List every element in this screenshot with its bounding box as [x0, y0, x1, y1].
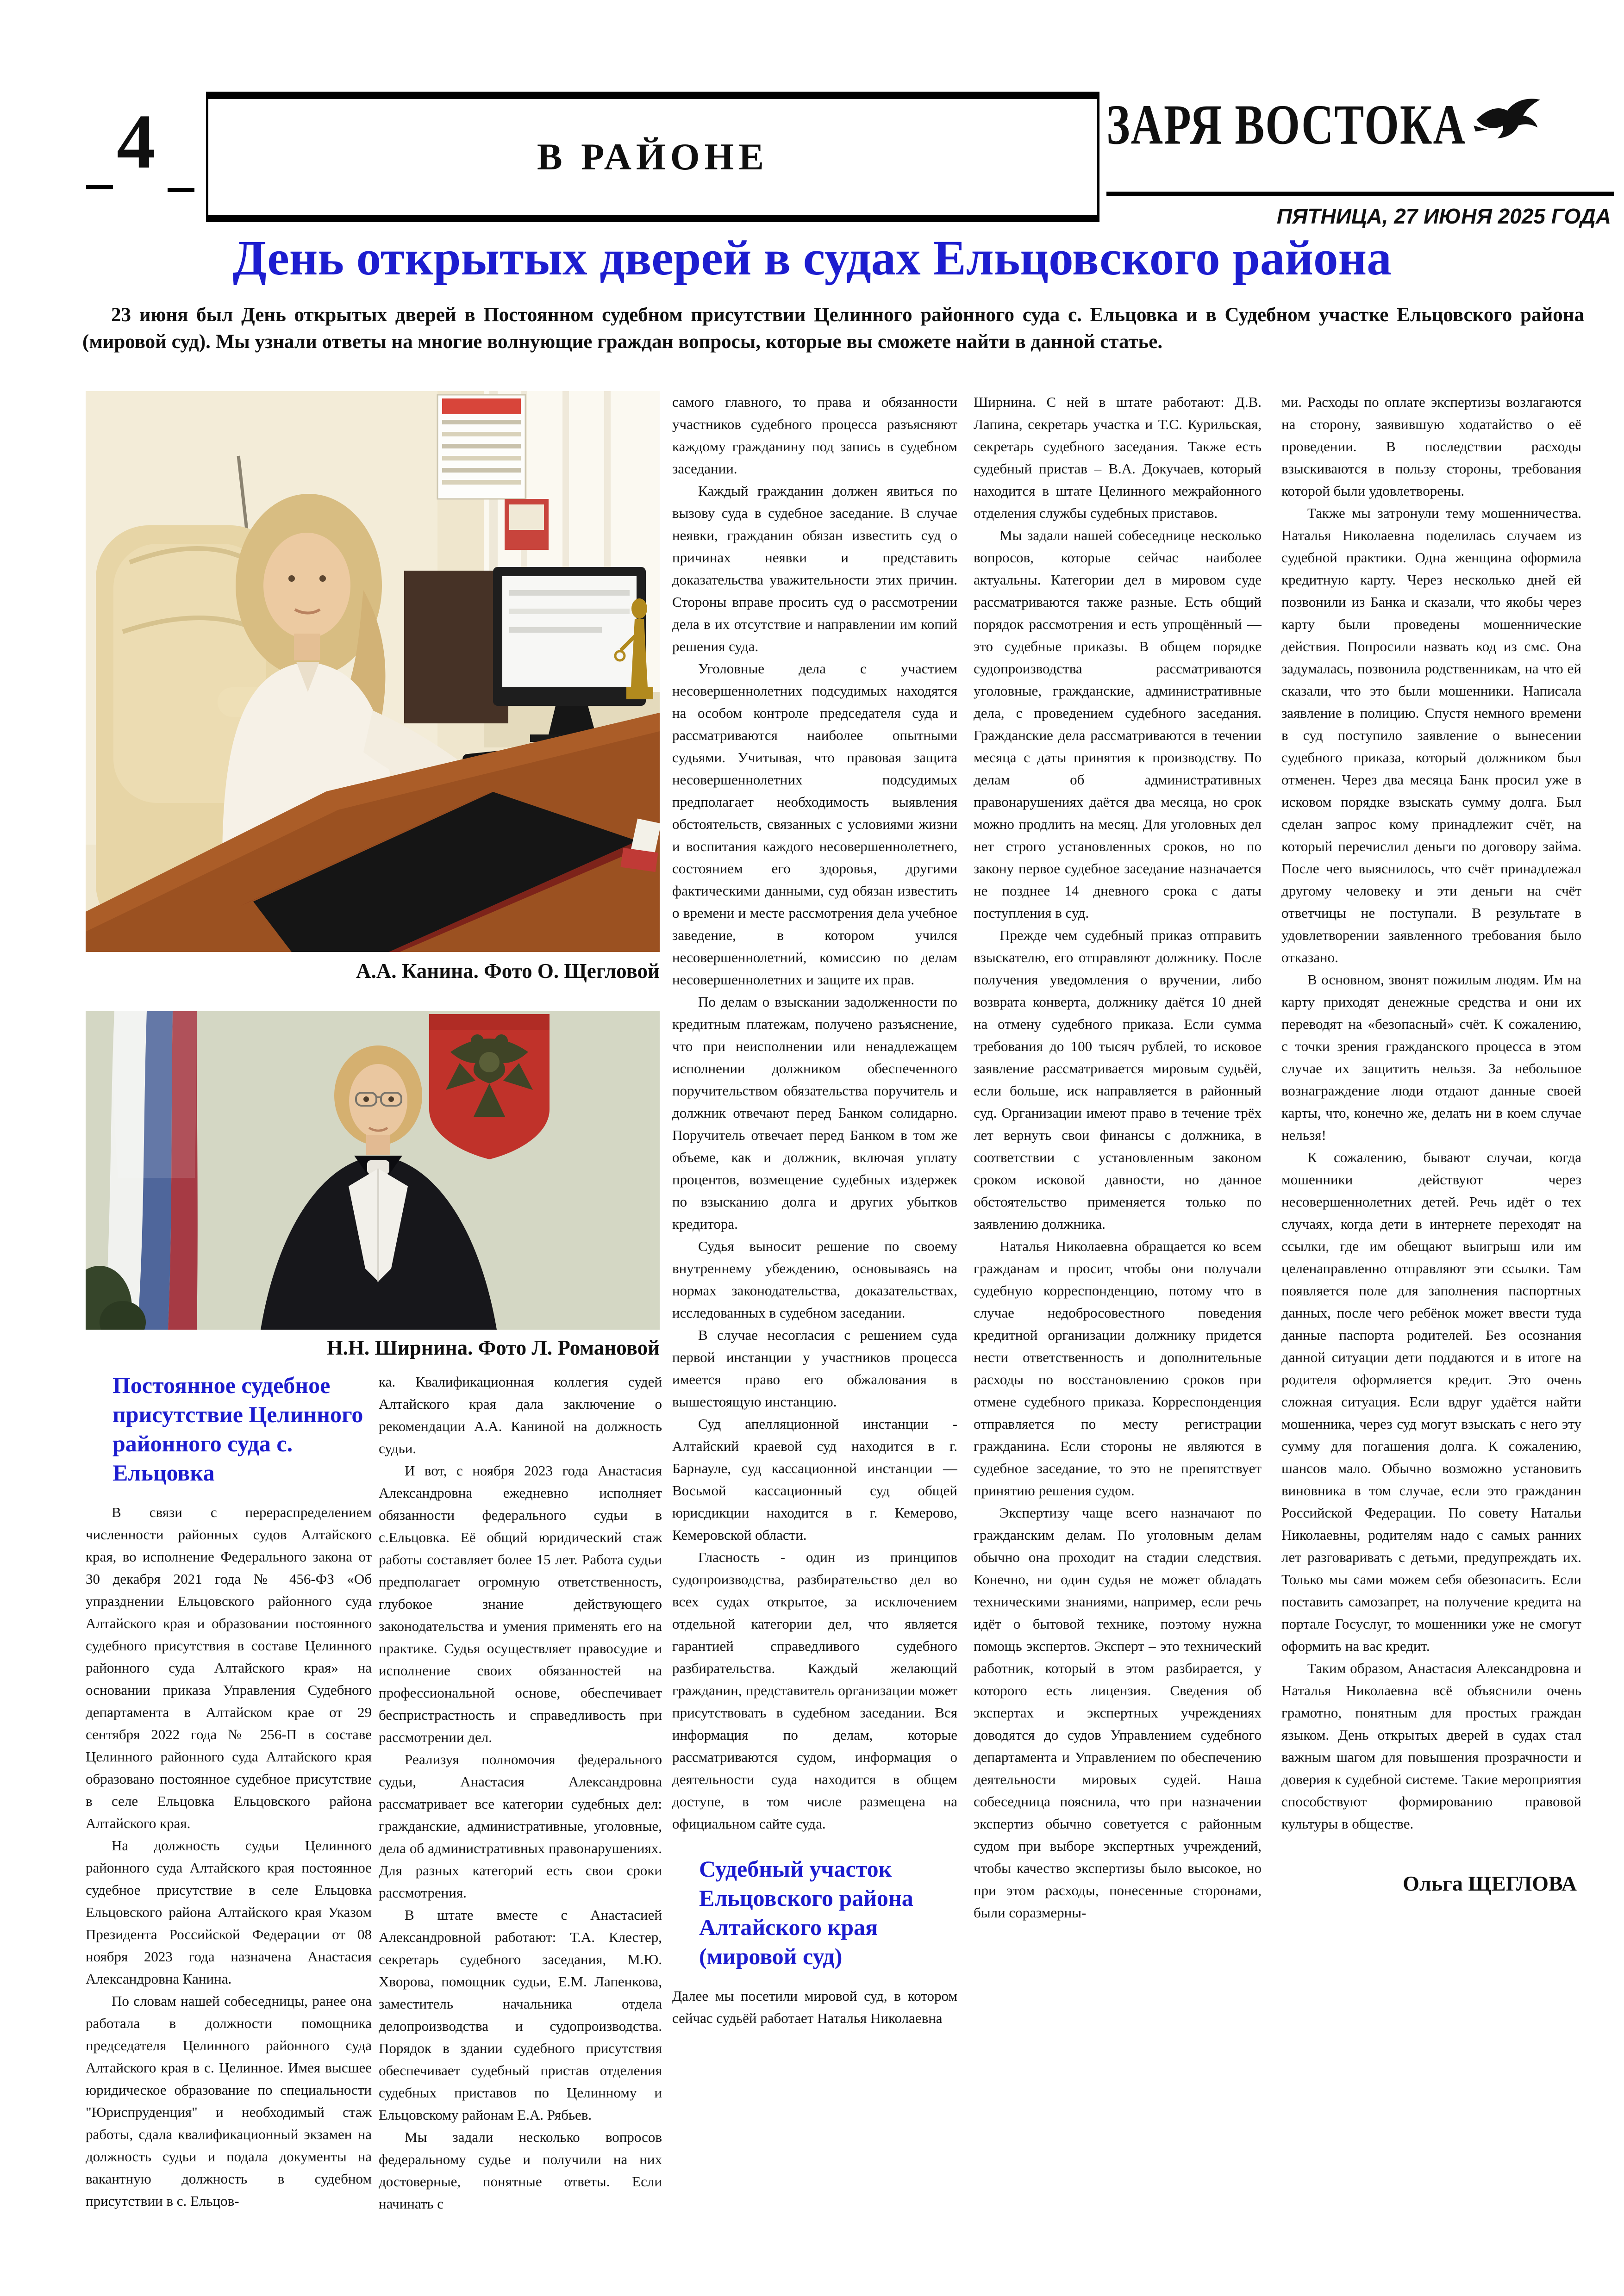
paragraph: ка. Квалификационная коллегия судей Алтайского края дала заключение о рекомендации А.А. Каниной на должность судьи. — [379, 1374, 662, 1456]
column-5-paragraphs — [1281, 391, 1581, 1835]
paragraph: Далее мы посетили мировой суд, в котором сейчас судьёй работает Наталья Николаевна — [672, 1988, 957, 2026]
section-title: В РАЙОНЕ — [537, 136, 769, 178]
cabinet — [404, 571, 508, 723]
swallow-bird-icon — [1473, 94, 1542, 140]
paragraph: Уголовные дела с участием несовершеннолетних подсудимых находятся на особом контроле председателя суда и рассматриваются наиболее опытными судьями. Учитывая, что правовая защита несовершеннолетних подсудимых предполагает необходимость выявления обстоятельств, связанных с условиями жизни и воспитания каждого несовершеннолетнего, состоянием его здоровья, другими фактическими данными, суд обязан известить о времени и месте рассмотрения дела учебное заведение, в котором учился несовершеннолетний, комиссию по делам несовершеннолетних и защите их прав. — [672, 660, 957, 988]
page-number-dash-left — [86, 185, 113, 189]
coat-of-arms — [429, 1014, 550, 1159]
column-2 — [379, 1371, 662, 2292]
photo-caption-shirnina: Н.Н. Ширнина. Фото Л. Романовой — [326, 1336, 660, 1359]
subhead-presence: Постоянное судебное присутствие Целинного районного суда с. Ельцовка — [112, 1372, 363, 1486]
paragraph: Суд апелляционной инстанции - Алтайский краевой суд находится в г. Барнауле, суд кассационной инстанции — Восьмой кассационный суд общей юрисдикции находится в г. Кемерово, Кемеровской области. — [672, 1416, 957, 1543]
paragraph: Прежде чем судебный приказ отправить взыскателю, его отправляют должнику. После получения уведомления о вручении, либо возврата конверта, должнику даётся 10 дней на отмену судебного приказа. Если сумма требования до 100 тысяч рублей, то исковое заявление рассматривается мировым судьёй, если больше, иск направляется в районный суд. Организации имеют право в течение трёх лет вернуть свои финансы с должника, в соответствии с установленным законом сроком исковой давности, но данное обстоятельство применяется только по заявлению должника. — [974, 927, 1262, 1232]
paragraph: Мы задали несколько вопросов федеральному судье и получили на них достоверные, понятные ответы. Если начинать с — [379, 2129, 662, 2212]
column-2-paragraphs — [379, 1371, 662, 2215]
paragraph: Реализуя полномочия федерального судьи, Анастасия Александровна рассматривает все категории судебных дел: гражданские, административные, уголовные, дела об административных правонарушениях. Для разных категорий есть свои сроки рассмотрения. — [379, 1751, 662, 1901]
paragraph: Наталья Николаевна обращается ко всем гражданам и просит, чтобы они получали судебную корреспонденцию, потому что в случае недобросовестного поведения кредитной организации должнику придется нести ответственность и дополнительные расходы по восстановлению сроков при отмене судебного приказа. Корреспонденция отправляется по месту регистрации гражданина. Если стороны не являются в судебное заседание, то это не препятствует принятию решения судом. — [974, 1238, 1262, 1499]
article-lead: 23 июня был День открытых дверей в Постоянном судебном присутствии Целинного районного суда с. Ельцовка и в Судебном участке Ельцовского района (мировой суд). Мы узнали ответы на многие волнующие граждан вопросы, которые вы сможете найти в данной статье. — [82, 304, 1584, 353]
column-3 — [672, 391, 957, 2292]
paragraph: Каждый гражданин должен явиться по вызову суда в судебное заседание. В случае неявки, гражданин обязан известить суд о причинах неявки и представить доказательства уважительности этих причин. Стороны вправе просить суд о рассмотрении дела в их отсутствие и направлении им копий решения суда. — [672, 483, 957, 654]
photo-kanina-at-desk — [86, 391, 660, 952]
column-3-paragraphs — [672, 391, 957, 1835]
page-number: 4 — [117, 99, 156, 185]
column-1-paragraphs — [86, 1501, 372, 2212]
paragraph: Также мы затронули тему мошенничества. Наталья Николаевна поделилась случаем из судебной практики. Одна женщина оформила кредитную карту. Через несколько дней ей позвонили из Банка и сказали, что якобы через карту были проведены мошеннические действия. Попросили назвать код из смс. Она задумалась, позвонила родственникам, на что ей сказали, что это были мошенники. Написала заявление в полицию. Спустя немного времени в суд поступило заявление о вынесении судебного приказа, который должником был отменен. Через два месяца Банк просил уже в исковом порядке взыскать сумму долга. Был сделан запрос кому принадлежит счёт, на который перечислил деньги по договору займа. После чего выяснилось, что счёт принадлежал другому человеку и эти деньги на счёт ответчицы не поступали. В результате в удовлетворении заявленного требования было отказано. — [1281, 505, 1581, 965]
paragraph: Судья выносит решение по своему внутреннему убеждению, основываясь на нормах законодательства, доказательствах, исследованных в судебном заседании. — [672, 1238, 957, 1321]
article-author: Ольга ЩЕГЛОВА — [1403, 1872, 1577, 1895]
paragraph: В случае несогласия с решением суда первой инстанции у участников процесса имеется право его обжалования в вышестоящую инстанцию. — [672, 1327, 957, 1410]
paragraph: В связи с перераспределением численности районных судов Алтайского края, во исполнение Федерального закона от 30 декабря 2021 года № 456-ФЗ «Об упразднении Ельцовского районного суда Алтайского края и образовании постоянного судебного присутствия в составе Целинного районного суда Алтайского края» на основании приказа Управления Судебного департамента в Алтайском крае от 29 сентября 2022 года № 256-П в составе Целинного районного суда Алтайского края образовано постоянное судебное присутствие в селе Ельцовка Ельцовского района Алтайского края. — [86, 1504, 372, 1831]
column-4 — [974, 391, 1262, 2292]
column-4-paragraphs — [974, 391, 1262, 1924]
column-1 — [86, 1371, 372, 2292]
paragraph: Мы задали нашей собеседнице несколько вопросов, которые сейчас наиболее актуальны. Категории дел в мировом суде рассматриваются также разные. Есть общий порядок рассмотрения и есть упрощённый — это судебные приказы. В общем порядке судопроизводства рассматриваются уголовные, гражданские, административные дела, с проведением судебного заседания. Гражданские дела рассматриваются в течении месяца с даты принятия к производству. По делам об административных правонарушениях даётся два месяца, но срок можно продлить на месяц. Для уголовных дел нет строго установленных сроков, но по закону первое судебное заседание назначается не позднее 14 дневного срока с даты поступления в суд. — [974, 527, 1262, 921]
paragraph: На должность судьи Целинного районного суда Алтайского края постоянное судебное присутствие в селе Ельцовка Ельцовского района Алтайского края Указом Президента Российской Федерации от 08 ноября 2023 года назначена Анастасия Александровна Канина. — [86, 1837, 372, 1987]
column-5 — [1281, 391, 1581, 2292]
column-3-tail-paragraphs — [672, 1985, 957, 2029]
paragraph: В штате вместе с Анастасией Александровной работают: Т.А. Клестер, секретарь судебного заседания, М.Ю. Хворова, помощник судьи, Е.М. Лапенкова, заместитель начальника отдела делопроизводства и судопроизводства. Порядок в здании судебного присутствия обеспечивает судебный пристав отделения судебных приставов по Целинному и Ельцовскому районам Е.А. Рябьев. — [379, 1907, 662, 2123]
photo-caption-kanina: А.А. Канина. Фото О. Щегловой — [356, 959, 660, 983]
masthead-title: ЗАРЯ ВОСТОКА — [1106, 93, 1466, 156]
paragraph: Таким образом, Анастасия Александровна и Наталья Николаевна всё объяснили очень грамотно, понятным для простых граждан языком. День открытых дверей в судах стал важным шагом для повышения прозрачности и доверия к судебной системе. Такие мероприятия способствуют формированию правовой культуры в обществе. — [1281, 1660, 1581, 1832]
paragraph: самого главного, то права и обязанности участников судебного процесса разъясняют каждому гражданину под запись в судебном заседании. — [672, 394, 957, 477]
paragraph: По словам нашей собеседницы, ранее она работала в должности помощника председателя Целинного районного суда Алтайского края в с. Целинное. Имея высшее юридическое образование по специальности "Юриспруденция" и необходимый стаж работы, сдала квалификационный экзамен на должность судьи и подала документы на вакантную должность в судебном присутствии в с. Ельцов- — [86, 1993, 372, 2209]
article-headline: День открытых дверей в судах Ельцовского района — [232, 231, 1392, 286]
issue-date: ПЯТНИЦА, 27 ИЮНЯ 2025 ГОДА — [1276, 204, 1611, 228]
paragraph: Экспертизу чаще всего назначают по гражданским делам. По уголовным делам обычно она проходит на стадии следствия. Конечно, ни один судья не может обладать техническими знаниями, например, если речь идёт о бытовой технике, поэтому нужна помощь экспертов. Эксперт – это технический работник, который в этом разбирается, у которого есть лицензия. Сведения об экспертах и экспертных учреждениях доводятся до судов Управлением судебного департамента и Управлением по обеспечению деятельности мировых судей. Наша собеседница пояснила, что при назначении экспертиз обычно советуется с районным судом при выборе экспертных учреждений, чтобы качество экспертизы было высокое, но при этом расходы, понесенные сторонами, были соразмерны- — [974, 1505, 1262, 1921]
paragraph: По делам о взыскании задолженности по кредитным платежам, получено разъяснение, что при неисполнении или ненадлежащем исполнении должником обеспеченного поручительством обязательства поручитель и должник отвечают перед Банком солидарно. Поручитель отвечает перед Банком в том же объеме, как и должник, включая уплату процентов, возмещение судебных издержек по взысканию долга и других убытков кредитора. — [672, 994, 957, 1232]
section-banner — [206, 92, 1099, 222]
paragraph: ми. Расходы по оплате экспертизы возлагаются на сторону, заявившую ходатайство о её проведении. В последствии расходы взыскиваются в пользу стороны, требования которой были удовлетворены. — [1281, 394, 1581, 499]
masthead — [1106, 92, 1616, 166]
paragraph: Гласность - один из принципов судопроизводства, разбирательство дел во всех судах открытое, за исключением отдельной категории дел, что является гарантией справедливого судебного разбирательства. Каждый желающий гражданин, представитель организации может присутствовать в судебном заседании. Вся информация по делам, которые рассматриваются судом, информация о деятельности суда находится в общем доступе, в том числе размещена на официальном сайте суда. — [672, 1549, 957, 1832]
paragraph: Ширнина. С ней в штате работают: Д.В. Лапина, секретарь участка и Т.С. Курильская, секретарь судебного заседания. Также есть судебный пристав – В.А. Докучаев, который находится в штате Целинного межрайонного отделения службы судебных приставов. — [974, 394, 1262, 521]
photo-shirnina-portrait — [86, 1011, 660, 1330]
page-number-dash-right — [168, 188, 194, 192]
subhead-precinct: Судебный участок Ельцовского района Алтайского края (мировой суд) — [699, 1856, 913, 1969]
paragraph: К сожалению, бывают случаи, когда мошенники действуют через несовершеннолетних детей. Речь идёт о тех случаях, когда дети в интернете переходят на ссылки, где им обещают выигрыш или им целенаправленно отправляют эти ссылки. Там появляется поле для заполнения паспортных данных, после чего ребёнок может ввести туда данные паспорта родителей. Без осознания данной ситуации дети поддаются и в итоге на родителя оформляется кредит. Это очень сложная ситуация. Если вдруг удаётся найти мошенника, через суд могут взыскать с него эту сумму для погашения долга. К сожалению, шансов мало. Обычно возможно установить виновника в том случае, если это гражданин Российской Федерации. По совету Натальи Николаевны, родителям надо с самых ранних лет разговаривать с детьми, предупреждать их. Только мы сами можем себя обезопасить. Если поставить самозапрет, на получение кредита на портале Госуслуг, то мошенники уже не смогут оформить на вас кредит. — [1281, 1149, 1581, 1654]
paragraph: И вот, с ноября 2023 года Анастасия Александровна ежедневно исполняет обязанности федерального судьи в с.Ельцовка. Её общий юридический стаж работы составляет более 15 лет. Работа судьи предполагает огромную ответственность, глубокое знание действующего законодательства и умения применять его на практике. Судья осуществляет правосудие и исполнение своих обязанностей на профессиональной основе, обеспечивает беспристрастность и справедливость при рассмотрении дел. — [379, 1462, 662, 1745]
paragraph: В основном, звонят пожилым людям. Им на карту приходят денежные средства и они их переводят на «безопасный» счёт. К сожалению, с точки зрения гражданского процесса в этом случае их защитить нельзя. За небольшое вознаграждение люди отдают данные своей карты, что, конечно же, делать ни в коем случае нельзя! — [1281, 971, 1581, 1143]
masthead-rule — [1106, 192, 1614, 196]
